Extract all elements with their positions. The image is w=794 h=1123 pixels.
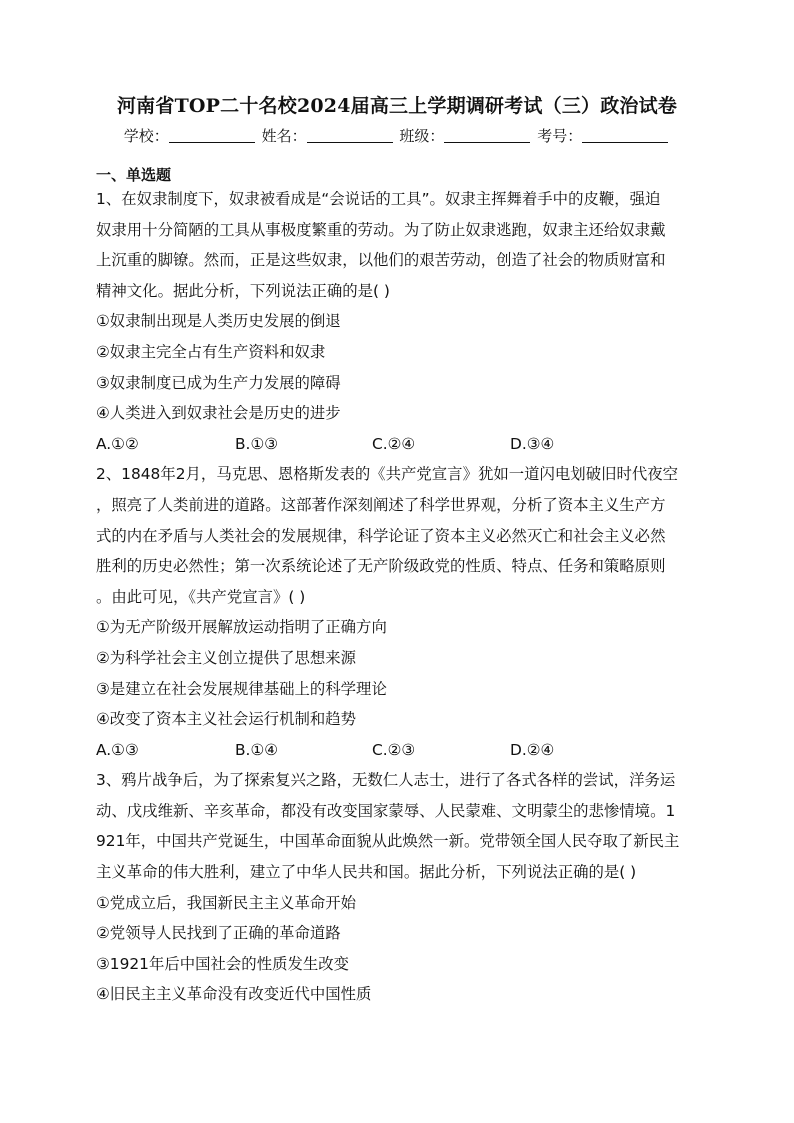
school-blank[interactable] [169, 128, 255, 143]
question-stem-line: 921年，中国共产党诞生，中国革命面貌从此焕然一新。党带领全国人民夺取了新民主 [96, 832, 680, 851]
exam-number-blank[interactable] [582, 128, 668, 143]
statement: ③是建立在社会发展规律基础上的科学理论 [96, 679, 387, 698]
student-info-row [0, 126, 794, 146]
choice-b[interactable]: B.①③ [235, 434, 279, 453]
choice-b[interactable]: B.①④ [235, 740, 279, 759]
question-stem-line: 胜利的历史必然性；第一次系统论述了无产阶级政党的性质、特点、任务和策略原则 [96, 557, 666, 576]
question-stem-line: 3、鸦片战争后，为了探索复兴之路，无数仁人志士，进行了各式各样的尝试，洋务运 [96, 771, 676, 790]
statement: ②奴隶主完全占有生产资料和奴隶 [96, 342, 326, 361]
question-stem-line: 式的内在矛盾与人类社会的发展规律，科学论证了资本主义必然灭亡和社会主义必然 [96, 526, 666, 545]
statement: ④人类进入到奴隶社会是历史的进步 [96, 404, 341, 423]
statement: ①奴隶制出现是人类历史发展的倒退 [96, 312, 341, 331]
question-3 [96, 765, 700, 1010]
statement: ④改变了资本主义社会运行机制和趋势 [96, 710, 357, 729]
choice-c[interactable]: C.②④ [372, 434, 416, 453]
exam-title: 河南省TOP二十名校2024届高三上学期调研考试（三）政治试卷 [116, 95, 678, 117]
statement: ③奴隶制度已成为生产力发展的障碍 [96, 373, 341, 392]
statement: ①党成立后，我国新民主主义革命开始 [96, 893, 357, 912]
choice-c[interactable]: C.②③ [372, 740, 416, 759]
choice-d[interactable]: D.③④ [510, 434, 555, 453]
question-stem-line: ，照亮了人类前进的道路。这部著作深刻阐述了科学世界观，分析了资本主义生产方 [96, 495, 666, 514]
question-stem-line: 上沉重的脚镣。然而，正是这些奴隶，以他们的艰苦劳动，创造了社会的物质财富和 [96, 251, 666, 270]
question-stem-line: 1、在奴隶制度下，奴隶被看成是“会说话的工具”。奴隶主挥舞着手中的皮鞭，强迫 [96, 190, 661, 208]
question-stem-line: 2、1848年2月，马克思、恩格斯发表的《共产党宣言》犹如一道闪电划破旧时代夜空 [96, 465, 679, 484]
answer-choices [96, 429, 700, 460]
exam-number-label: 考号： [537, 127, 583, 145]
school-label: 学校： [123, 127, 169, 145]
question-stem-line: 精神文化。据此分析，下列说法正确的是( ) [96, 281, 390, 300]
statement: ④旧民主主义革命没有改变近代中国性质 [96, 985, 372, 1004]
question-2 [96, 459, 700, 765]
class-label: 班级： [399, 127, 445, 145]
question-stem-line: 主义革命的伟大胜利，建立了中华人民共和国。据此分析，下列说法正确的是( ) [96, 863, 637, 882]
question-stem-line: 动、戊戌维新、辛亥革命，都没有改变国家蒙辱、人民蒙难、文明蒙尘的悲惨情境。1 [96, 801, 676, 820]
name-label: 姓名： [261, 127, 307, 145]
answer-choices [96, 735, 700, 766]
statement: ③1921年后中国社会的性质发生改变 [96, 954, 350, 973]
question-stem-line: 奴隶用十分简陋的工具从事极度繁重的劳动。为了防止奴隶逃跑，奴隶主还给奴隶戴 [96, 220, 666, 239]
section-heading: 一、单选题 [96, 166, 172, 184]
class-blank[interactable] [444, 128, 530, 143]
statement: ②为科学社会主义创立提供了思想来源 [96, 648, 357, 667]
statement: ②党领导人民找到了正确的革命道路 [96, 924, 341, 943]
question-1 [96, 184, 700, 459]
choice-a[interactable]: A.①③ [96, 740, 139, 759]
question-stem-line: 。由此可见，《共产党宣言》( ) [96, 587, 306, 606]
name-blank[interactable] [307, 128, 393, 143]
questions-body [96, 184, 700, 1010]
choice-a[interactable]: A.①② [96, 434, 139, 453]
choice-d[interactable]: D.②④ [510, 740, 555, 759]
statement: ①为无产阶级开展解放运动指明了正确方向 [96, 618, 387, 637]
